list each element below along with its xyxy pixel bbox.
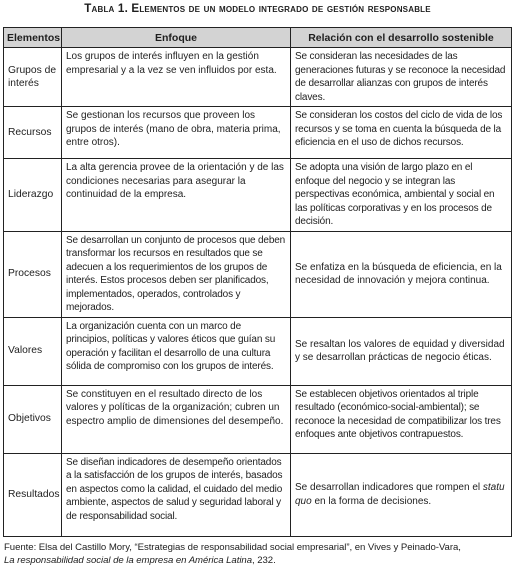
row-relacion: Se consideran las necesidades de las generaciones futuras y se reconoce la necesidad de desarrollar alianzas con grupos de interés claves.	[291, 48, 512, 107]
row-enfoque: Los grupos de interés influyen en la gestión empresarial y a la vez se ven influidos por esta.	[62, 48, 291, 107]
row-enfoque: Se gestionan los recursos que proveen los grupos de interés (mano de obra, materia prima, entre otros).	[62, 107, 291, 159]
row-element: Valores	[4, 317, 62, 385]
statu-quo-italic: statu quo	[295, 482, 505, 507]
source-suffix: , 232.	[251, 555, 276, 566]
row-enfoque: Se desarrollan un conjunto de procesos que deben transformar los recursos en resultados que se adecuen a los requerimientos de los grupos de interés. Estos procesos deben ser planificados, implementados, operados, controlados y mejorados.	[62, 231, 291, 317]
row-enfoque: La alta gerencia provee de la orientación y de las condiciones necesarias para asegurar la continuidad de la empresa.	[62, 159, 291, 232]
row-element: Grupos de interés	[4, 48, 62, 107]
management-model-table	[3, 27, 512, 537]
row-element: Recursos	[4, 107, 62, 159]
row-enfoque: La organización cuenta con un marco de principios, políticas y valores éticos que guían su operación y facilitan el desarrollo de una cultura sólida de compromiso con los grupos de interés.	[62, 317, 291, 385]
table-row	[4, 317, 512, 385]
table-row	[4, 231, 512, 317]
row-element: Objetivos	[4, 385, 62, 453]
table-title: Tabla 1. Elementos de un modelo integrado de gestión responsable	[84, 2, 431, 15]
row-relacion	[291, 453, 512, 536]
relacion-text-end: en la forma de decisiones.	[314, 495, 432, 507]
row-relacion: Se establecen objetivos orientados al triple resultado (económico-social-ambiental); se reconoce la necesidad de compatibilizar los tres enfoques ante objetivos contrapuestos.	[291, 385, 512, 453]
source-book-title: La responsabilidad social de la empresa en América Latina	[4, 555, 252, 566]
row-element: Liderazgo	[4, 159, 62, 232]
row-enfoque: Se constituyen en el resultado directo de los valores y políticas de la organización; cubren un espectro amplio de dimensiones del desempeño.	[62, 385, 291, 453]
table-row	[4, 159, 512, 232]
row-relacion: Se adopta una visión de largo plazo en el enfoque del negocio y se integran las perspectivas económica, ambiental y social en las políticas corporativas y en los procesos de decisión.	[291, 159, 512, 232]
relacion-text-start: Se desarrollan indicadores que rompen el	[295, 482, 481, 493]
row-element: Procesos	[4, 231, 62, 317]
header-elementos: Elementos	[4, 28, 62, 48]
row-relacion: Se resaltan los valores de equidad y diversidad y se desarrollan prácticas de negocio éticas.	[291, 317, 512, 385]
header-enfoque: Enfoque	[62, 28, 291, 48]
source-prefix: Fuente: Elsa del Castillo Mory, “Estrategias de responsabilidad social empresarial”, en Vives y Peinado-Vara,	[4, 542, 461, 553]
table-row	[4, 385, 512, 453]
row-relacion: Se enfatiza en la búsqueda de eficiencia, en la necesidad de innovación y mejora continua.	[291, 231, 512, 317]
row-enfoque: Se diseñan indicadores de desempeño orientados a la satisfacción de los grupos de interés, basados en aspectos como la calidad, el cuidado del medio ambiente, aspectos de salud y seguridad laboral y de responsabilidad social.	[62, 453, 291, 536]
table-row	[4, 107, 512, 159]
source-note	[4, 541, 512, 567]
table-header-row	[4, 28, 512, 48]
table-row	[4, 453, 512, 536]
row-element: Resultados	[4, 453, 62, 536]
header-relacion: Relación con el desarrollo sostenible	[291, 28, 512, 48]
row-relacion: Se consideran los costos del ciclo de vida de los recursos y se toma en cuenta la búsqueda de la eficiencia en el uso de dichos recursos.	[291, 107, 512, 159]
table-row	[4, 48, 512, 107]
